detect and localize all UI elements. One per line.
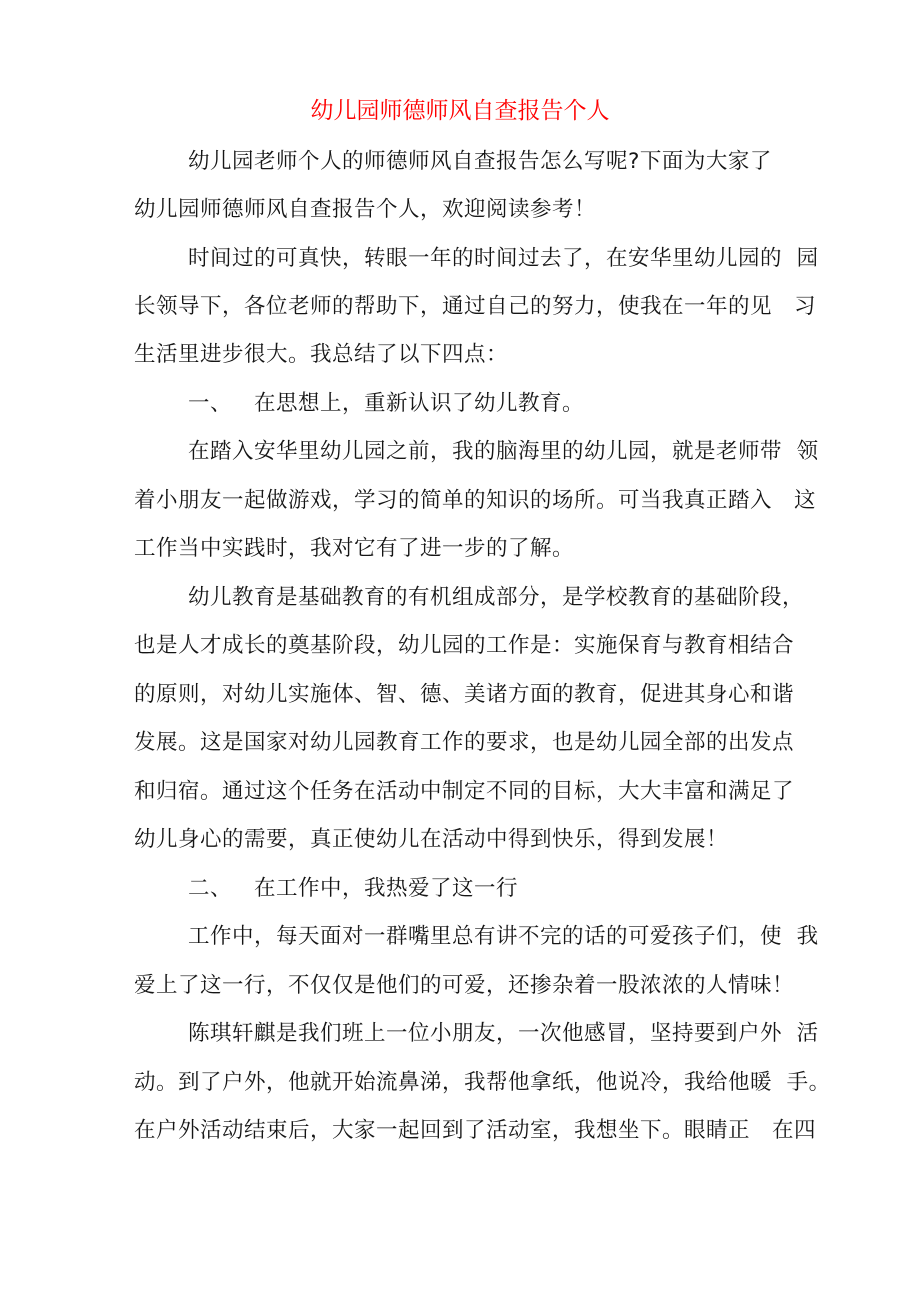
section-heading-1: 一、 在思想上，重新认识了幼儿教育。 [188,391,585,416]
section-heading-2: 二、 在工作中，我热爱了这一行 [188,876,519,901]
paragraph-line: 着小朋友一起做游戏，学习的简单的知识的场所。可当我真正踏入 这 [134,488,817,513]
paragraph-line: 和归宿。通过这个任务在活动中制定不同的目标，大大丰富和满足了 [134,779,795,804]
paragraph-line: 长领导下，各位老师的帮助下，通过自己的努力，使我在一年的见 习 [134,294,817,319]
paragraph-line: 的原则，对幼儿实施体、智、德、美诸方面的教育，促进其身心和谐 [134,682,795,707]
paragraph-line: 也是人才成长的奠基阶段，幼儿园的工作是：实施保育与教育相结合 [134,633,795,658]
paragraph-line: 时间过的可真快，转眼一年的时间过去了，在安华里幼儿园的 园 [188,246,819,271]
paragraph-line: 发展。这是国家对幼儿园教育工作的要求，也是幼儿园全部的出发点 [134,730,795,755]
paragraph-line: 动。到了户外，他就开始流鼻涕，我帮他拿纸，他说冷，我给他暖 手。 [134,1070,831,1095]
paragraph-line: 在踏入安华里幼儿园之前，我的脑海里的幼儿园，就是老师带 领 [188,439,819,464]
intro-line-1: 幼儿园老师个人的师德师风自查报告怎么写呢?下面为大家了 [188,149,772,174]
intro-line-2: 幼儿园师德师风自查报告个人，欢迎阅读参考！ [134,197,597,222]
paragraph-line: 爱上了这一行，不仅仅是他们的可爱，还掺杂着一股浓浓的人情味！ [134,973,795,998]
paragraph-line: 幼儿教育是基础教育的有机组成部分，是学校教育的基础阶段， [188,585,805,610]
paragraph-line: 工作当中实践时，我对它有了进一步的了解。 [134,536,575,561]
paragraph-line: 在户外活动结束后，大家一起回到了活动室，我想坐下。眼睛正 在四 [134,1118,817,1143]
paragraph-line: 陈琪轩麒是我们班上一位小朋友，一次他感冒，坚持要到户外 活 [188,1021,819,1046]
paragraph-line: 幼儿身心的需要，真正使幼儿在活动中得到快乐，得到发展！ [134,827,729,852]
paragraph-line: 生活里进步很大。我总结了以下四点： [134,342,509,367]
document-title: 幼儿园师德师风自查报告个人 [310,98,610,124]
paragraph-line: 工作中，每天面对一群嘴里总有讲不完的话的可爱孩子们，使 我 [188,924,819,949]
